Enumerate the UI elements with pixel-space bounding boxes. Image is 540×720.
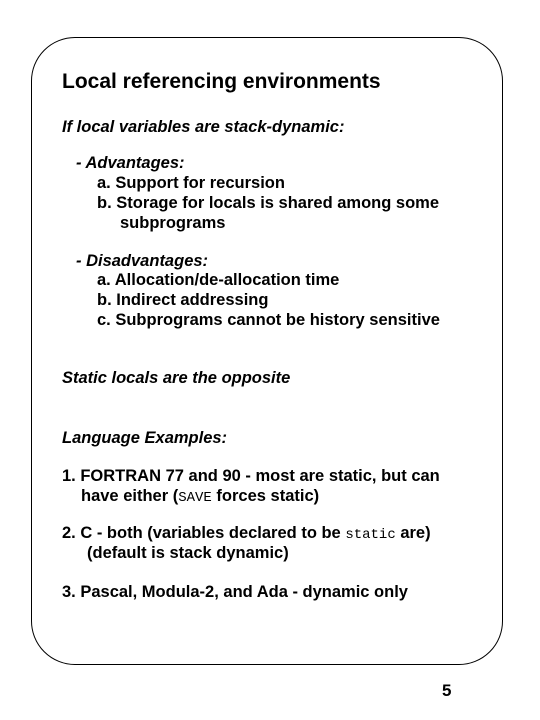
disadvantage-item: a. Allocation/de-allocation time bbox=[97, 271, 340, 289]
example-2-line2: (default is stack dynamic) bbox=[87, 544, 289, 562]
example-2-text-post: are) bbox=[395, 524, 431, 542]
advantage-item: b. Storage for locals is shared among some bbox=[97, 194, 440, 212]
page-number: 5 bbox=[442, 681, 452, 700]
disadvantage-item: b. Indirect addressing bbox=[97, 291, 269, 309]
advantage-item: a. Support for recursion bbox=[97, 174, 285, 192]
code-save: SAVE bbox=[178, 490, 212, 506]
intro-text: If local variables are stack-dynamic: bbox=[62, 118, 345, 136]
static-note: Static locals are the opposite bbox=[62, 369, 291, 387]
example-1-text-post: forces static) bbox=[211, 487, 320, 505]
example-1-line2 bbox=[81, 486, 319, 508]
slide-title: Local referencing environments bbox=[62, 70, 381, 93]
code-static: static bbox=[345, 527, 396, 543]
advantages-heading: - Advantages: bbox=[76, 154, 185, 172]
example-2-line1 bbox=[62, 523, 431, 545]
advantage-item-continuation: subprograms bbox=[120, 214, 226, 232]
disadvantages-heading: - Disadvantages: bbox=[76, 252, 209, 270]
example-2-text-pre: 2. C - both (variables declared to be bbox=[62, 524, 346, 542]
disadvantage-item: c. Subprograms cannot be history sensitive bbox=[97, 311, 440, 329]
example-3: 3. Pascal, Modula-2, and Ada - dynamic only bbox=[62, 583, 408, 601]
example-1-text-pre: have either ( bbox=[81, 487, 179, 505]
examples-heading: Language Examples: bbox=[62, 429, 228, 447]
example-1-line1: 1. FORTRAN 77 and 90 - most are static, but can bbox=[62, 467, 440, 485]
